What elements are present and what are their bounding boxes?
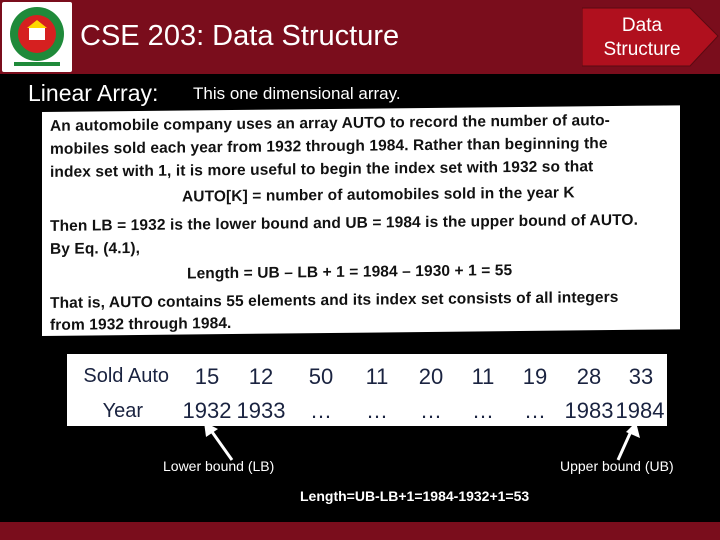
slide-footer <box>0 522 720 540</box>
sold-cell: 20 <box>418 364 444 389</box>
year-cell: … <box>472 398 494 423</box>
excerpt-line: Then LB = 1932 is the lower bound and UB = 1984 is the upper bound of AUTO. <box>50 211 638 235</box>
excerpt-line: from 1932 through 1984. <box>50 315 232 334</box>
textbook-excerpt <box>42 105 680 336</box>
badge-line-1: Data <box>621 15 663 36</box>
length-formula: Length=UB-LB+1=1984-1932+1=53 <box>300 488 530 504</box>
excerpt-length-line: Length = UB – LB + 1 = 1984 – 1930 + 1 = 55 <box>187 262 513 283</box>
sold-cell: 19 <box>522 364 548 389</box>
row-label-sold-auto: Sold Auto <box>83 365 169 387</box>
sold-cell: 33 <box>628 364 654 389</box>
year-cell: … <box>310 398 332 423</box>
slide-header <box>0 0 720 74</box>
course-title: CSE 203: Data Structure <box>80 20 400 52</box>
excerpt-line: index set with 1, it is more useful to begin the index set with 1932 so that <box>50 158 594 181</box>
year-cell: … <box>524 398 546 423</box>
year-cell: 1933 <box>236 398 286 423</box>
excerpt-line: An automobile company uses an array AUTO to record the number of auto- <box>50 112 610 135</box>
year-cell: … <box>366 398 388 423</box>
year-cell: 1984 <box>615 398 665 423</box>
section-subtitle: This one dimensional array. <box>193 84 401 103</box>
sold-cell: 15 <box>194 364 220 389</box>
sold-cell: 11 <box>471 364 495 389</box>
auto-array-table <box>67 354 667 426</box>
sold-cell: 11 <box>365 364 389 389</box>
year-cell: … <box>420 398 442 423</box>
university-crest-icon <box>2 2 72 72</box>
sold-cell: 50 <box>308 364 334 389</box>
excerpt-formula-line: AUTO[K] = number of automobiles sold in the year K <box>182 184 575 206</box>
sold-cell: 12 <box>248 364 274 389</box>
lower-bound-label: Lower bound (LB) <box>163 458 275 474</box>
sold-cell: 28 <box>576 364 602 389</box>
excerpt-line: mobiles sold each year from 1932 through 1984. Rather than beginning the <box>50 135 608 158</box>
year-cell: 1983 <box>564 398 614 423</box>
row-label-year: Year <box>102 400 143 422</box>
excerpt-line: By Eq. (4.1), <box>50 239 141 258</box>
section-label: Linear Array: <box>28 80 159 106</box>
topic-badge <box>582 6 720 68</box>
excerpt-line: That is, AUTO contains 55 elements and its index set consists of all integers <box>50 288 619 312</box>
upper-bound-label: Upper bound (UB) <box>560 458 674 474</box>
year-cell: 1932 <box>182 398 232 423</box>
badge-line-2: Structure <box>603 39 681 60</box>
